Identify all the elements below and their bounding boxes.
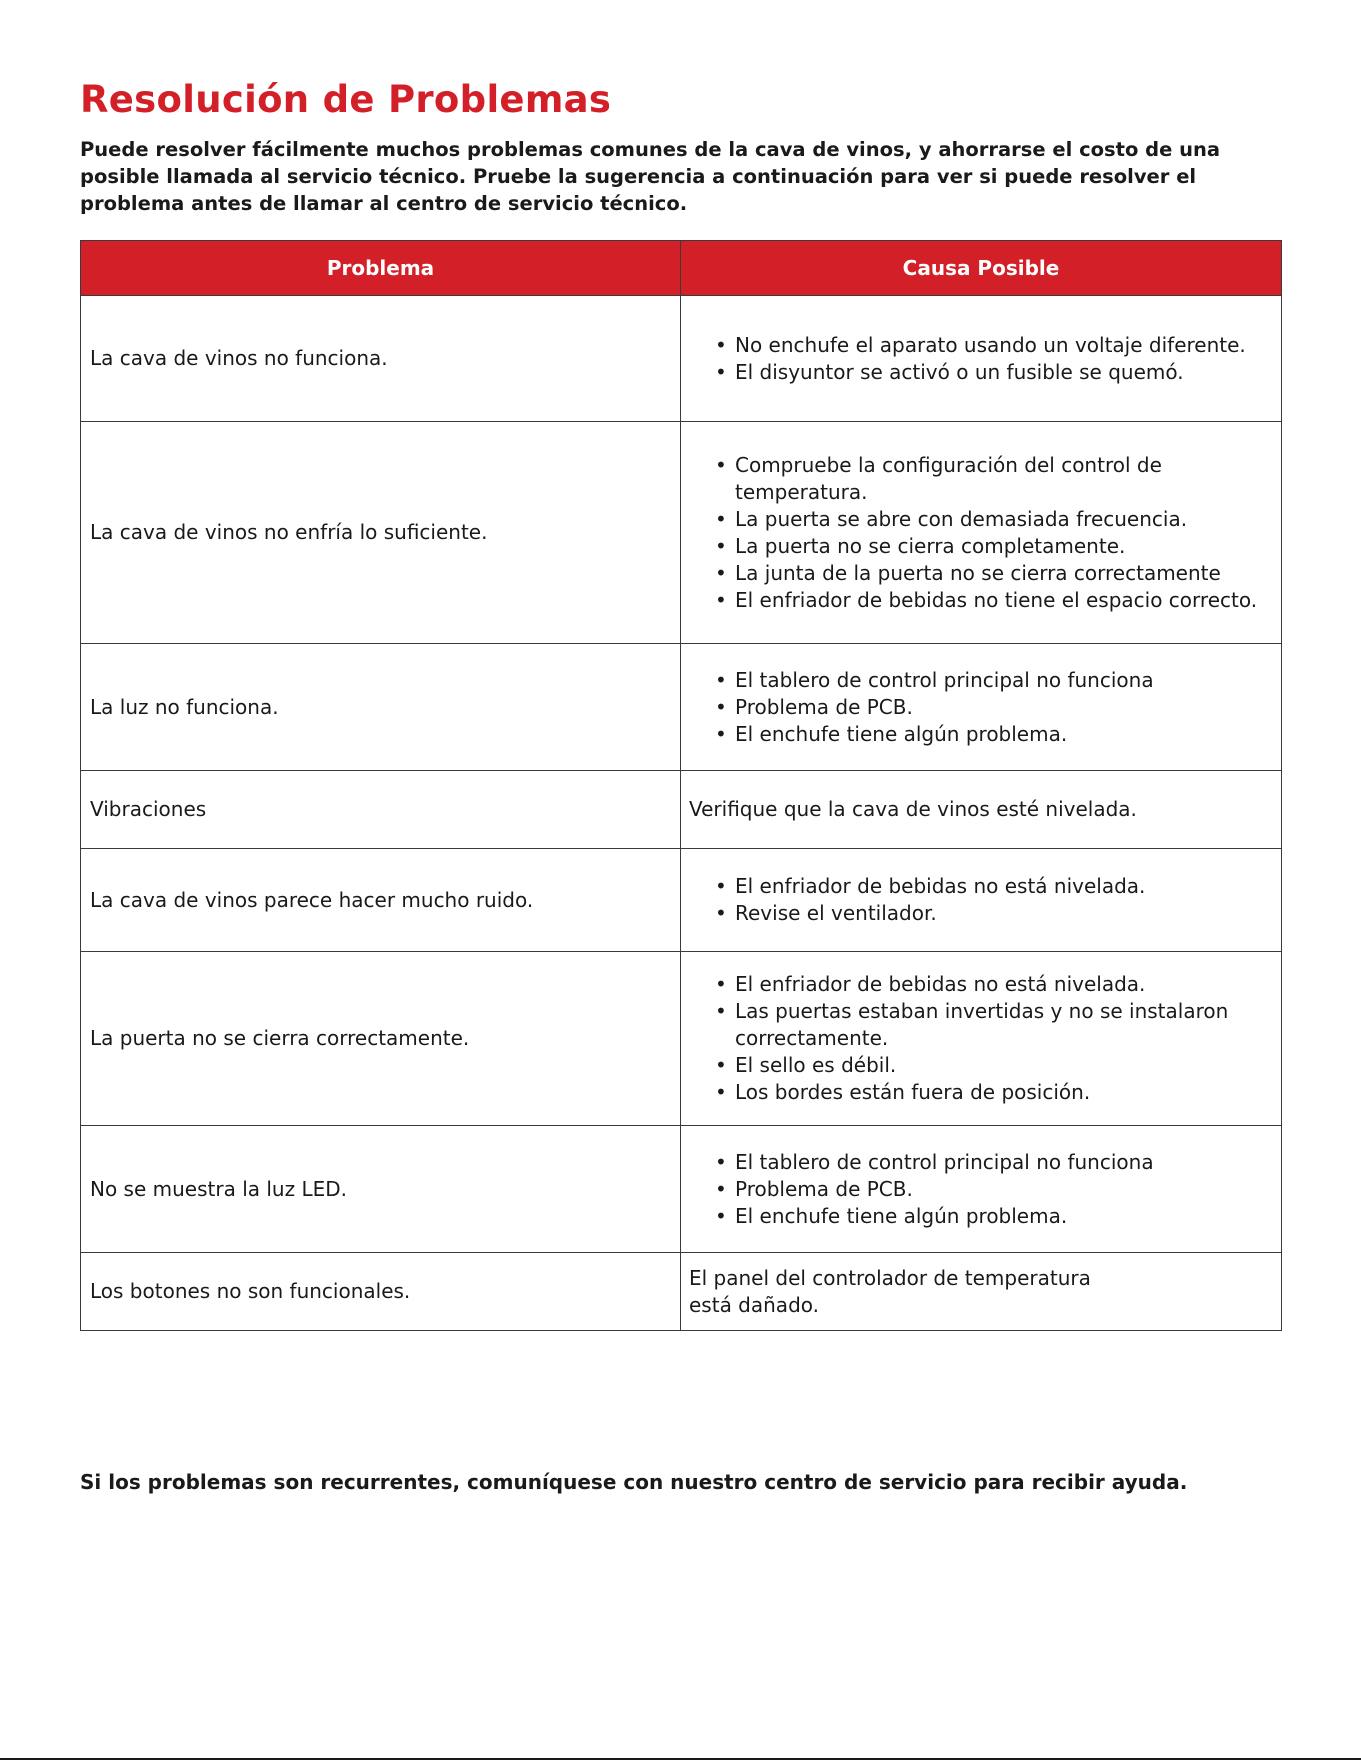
cause-cell — [681, 849, 1282, 952]
cause-list — [689, 667, 1273, 748]
problem-cell: La puerta no se cierra correctamente. — [81, 952, 681, 1126]
troubleshooting-table — [80, 240, 1282, 1331]
table-body — [81, 296, 1282, 1331]
cause-item: • El tablero de control principal no funciona — [715, 667, 1273, 694]
cause-item: • La junta de la puerta no se cierra correctamente — [715, 560, 1273, 587]
cause-cell — [681, 296, 1282, 422]
bottom-rule — [0, 1758, 1361, 1760]
cause-cell — [681, 952, 1282, 1126]
intro-paragraph: Puede resolver fácilmente muchos problemas comunes de la cava de vinos, y ahorrarse el costo de una posible llamada al servicio técnico. Pruebe la sugerencia a continuación para ver si puede resolver el problema antes de llamar al centro de servicio técnico. — [80, 138, 1221, 215]
cause-item: • El sello es débil. — [715, 1052, 1273, 1079]
problem-cell: La cava de vinos parece hacer mucho ruido. — [81, 849, 681, 952]
cause-text-line: El panel del controlador de temperatura — [689, 1265, 1091, 1290]
table-row — [81, 422, 1282, 644]
table-row — [81, 771, 1282, 849]
cause-cell — [681, 1253, 1282, 1331]
cause-text-line: está dañado. — [689, 1292, 819, 1317]
table-row — [81, 952, 1282, 1126]
cause-item: • Problema de PCB. — [715, 694, 1273, 721]
cause-list — [689, 452, 1273, 614]
problem-cell: Los botones no son funcionales. — [81, 1253, 681, 1331]
cause-list — [689, 1149, 1273, 1230]
cause-item: • El enchufe tiene algún problema. — [715, 721, 1273, 748]
problem-cell: No se muestra la luz LED. — [81, 1126, 681, 1253]
problem-cell: La cava de vinos no enfría lo suficiente. — [81, 422, 681, 644]
cause-item: • El enfriador de bebidas no está nivelada. — [715, 873, 1273, 900]
table-row — [81, 296, 1282, 422]
page-title: Resolución de Problemas — [80, 78, 612, 121]
cause-item: • La puerta no se cierra completamente. — [715, 533, 1273, 560]
table-row — [81, 644, 1282, 771]
cause-item: • Problema de PCB. — [715, 1176, 1273, 1203]
cause-cell — [681, 1126, 1282, 1253]
cause-list — [689, 971, 1273, 1106]
table-row — [81, 849, 1282, 952]
problem-cell: Vibraciones — [81, 771, 681, 849]
cause-item: • El disyuntor se activó o un fusible se quemó. — [715, 359, 1273, 386]
footer-note: Si los problemas son recurrentes, comuníquese con nuestro centro de servicio para recibir ayuda. — [80, 1470, 1188, 1494]
problem-cell: La luz no funciona. — [81, 644, 681, 771]
cause-cell — [681, 771, 1282, 849]
table-header-row — [81, 241, 1282, 296]
cause-cell — [681, 644, 1282, 771]
cause-item: • El tablero de control principal no funciona — [715, 1149, 1273, 1176]
table-row — [81, 1253, 1282, 1331]
cause-list — [689, 873, 1273, 927]
cause-item: • La puerta se abre con demasiada frecuencia. — [715, 506, 1273, 533]
cause-item: • El enfriador de bebidas no está nivelada. — [715, 971, 1273, 998]
cause-list — [689, 332, 1273, 386]
troubleshooting-page — [80, 70, 1280, 1494]
cause-item: • No enchufe el aparato usando un voltaje diferente. — [715, 332, 1273, 359]
column-header-problem: Problema — [81, 241, 681, 296]
cause-item: • El enchufe tiene algún problema. — [715, 1203, 1273, 1230]
cause-item: • Las puertas estaban invertidas y no se instalaron correctamente. — [715, 998, 1273, 1052]
cause-item: • Los bordes están fuera de posición. — [715, 1079, 1273, 1106]
cause-item: • Compruebe la configuración del control de temperatura. — [715, 452, 1273, 506]
table-header — [81, 241, 1282, 296]
problem-cell: La cava de vinos no funciona. — [81, 296, 681, 422]
column-header-cause: Causa Posible — [681, 241, 1282, 296]
cause-text: Verifique que la cava de vinos esté nivelada. — [689, 797, 1137, 821]
cause-item: • El enfriador de bebidas no tiene el espacio correcto. — [715, 587, 1273, 614]
cause-cell — [681, 422, 1282, 644]
table-row — [81, 1126, 1282, 1253]
cause-item: • Revise el ventilador. — [715, 900, 1273, 927]
